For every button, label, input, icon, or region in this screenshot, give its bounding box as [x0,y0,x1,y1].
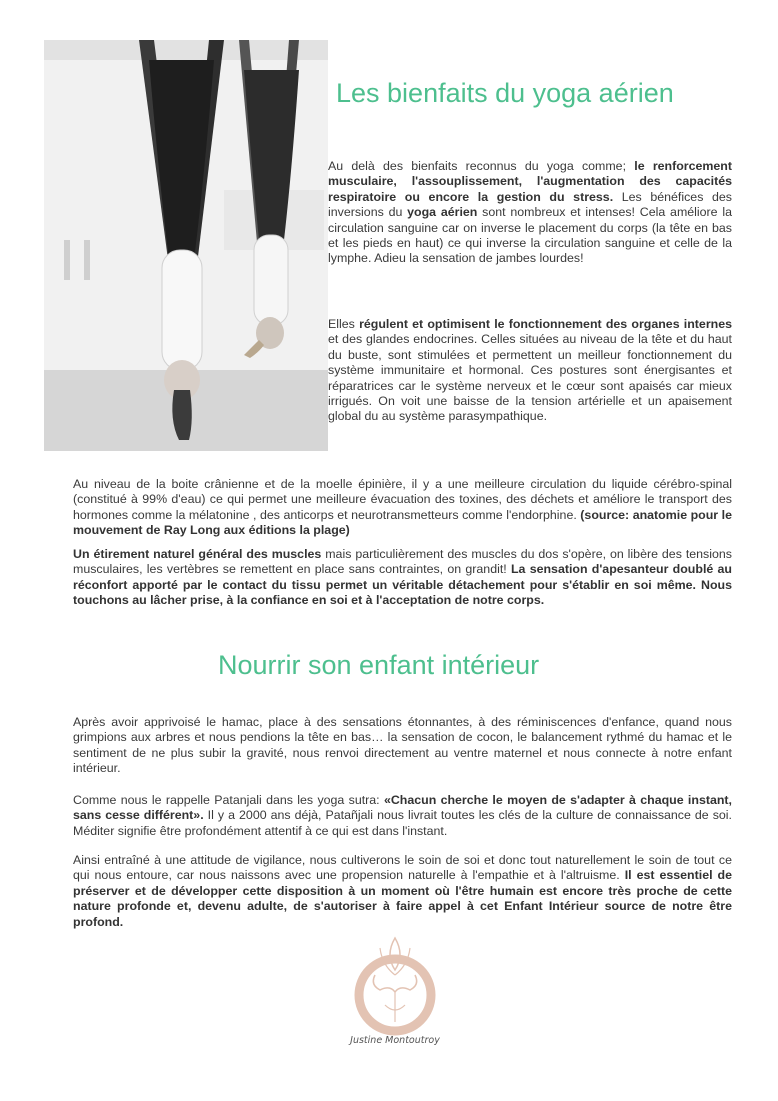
paragraph-vigilance: Ainsi entraîné à une attitude de vigilance, nous cultiverons le soin de soi et donc tout naturellement le soin de tout ce qui nous entoure, car nous naissons avec une propension naturelle à l'empathie et à l'altruisme. Il est essentiel de préserver et de développer cette disposition à un moment où l'être humain est encore très proche de cette nature profonde et, devenu adulte, de s'autoriser à faire appel à cet Enfant Intérieur source de notre être profond. [73,853,732,929]
aerial-yoga-photo [44,40,328,451]
paragraph-patanjali: Comme nous le rappelle Patanjali dans les yoga sutra: «Chacun cherche le moyen de s'adapter à chaque instant, sans cesse différent». Il y a 2000 ans déjà, Patañjali nous livrait toutes les clés de la culture de connaissance de soi. Méditer signifie être profondément attentif à ce qui est dans l'instant. [73,793,732,838]
paragraph-hammock: Après avoir apprivoisé le hamac, place à des sensations étonnantes, à des réminiscences d'enfance, quand nous grimpions aux arbres et nous pendions la tête en bas… la sensation de cocon, le balancement rythmé du hamac et le sentiment de ne plus subir la gravité, nous renvoi directement au ventre maternel et nous connecte à notre enfant intérieur. [73,715,732,776]
signature: Justine Montoutroy [350,1035,440,1046]
paragraph-benefits-intro: Au delà des bienfaits reconnus du yoga comme; le renforcement musculaire, l'assouplissement, l'augmentation des capacités respiratoire ou encore la gestion du stress. Les bénéfices des inversions du yoga aérien sont nombreux et intenses! Cela améliore la circulation sanguine car on inverse le placement du corps (la tête en bas et les pieds en haut) ce qui inverse la circulation sanguine et celle de la lymphe. Adieu la sensation de jambes lourdes! [328,159,733,266]
paragraph-circulation: Au niveau de la boite crânienne et de la moelle épinière, il y a une meilleure circulation du liquide cérébro-spinal (constitué à 99% d'eau) ce qui permet une meilleure évacuation des toxines, des déchets et améliore le transport des hormones comme la mélatonine , des anticorps et neurotransmetteurs comme l'endorphine. (source: anatomie pour le mouvement de Ray Long aux éditions la plage) [73,477,732,538]
paragraph-organs: Elles régulent et optimisent le fonctionnement des organes internes et des glandes endocrines. Celles situées au niveau de la tête et du haut du buste, sont stimulées et permettent un meilleur fonctionnement du système immunitaire et hormonal. Ces postures sont énergisantes et réparatrices car le système nerveux et le cœur sont apaisés car mieux irrigués. On voit une baisse de la tension artérielle et un apaisement global du au système parasympathique. [328,317,732,424]
title-yoga-benefits: Les bienfaits du yoga aérien [336,78,674,108]
paragraph-stretching: Un étirement naturel général des muscles mais particulièrement des muscles du dos s'opère, on libère des tensions musculaires, les vertèbres se remettent en place sans contraintes, on grandit! La sensation d'apesanteur doublé au réconfort apporté par le contact du tissu permet un véritable détachement pour s'établir en soi même. Nous touchons au lâcher prise, à la confiance en soi et à l'acceptation de notre corps. [73,547,732,608]
title-inner-child: Nourrir son enfant intérieur [218,650,540,680]
brand-logo [340,930,450,1052]
